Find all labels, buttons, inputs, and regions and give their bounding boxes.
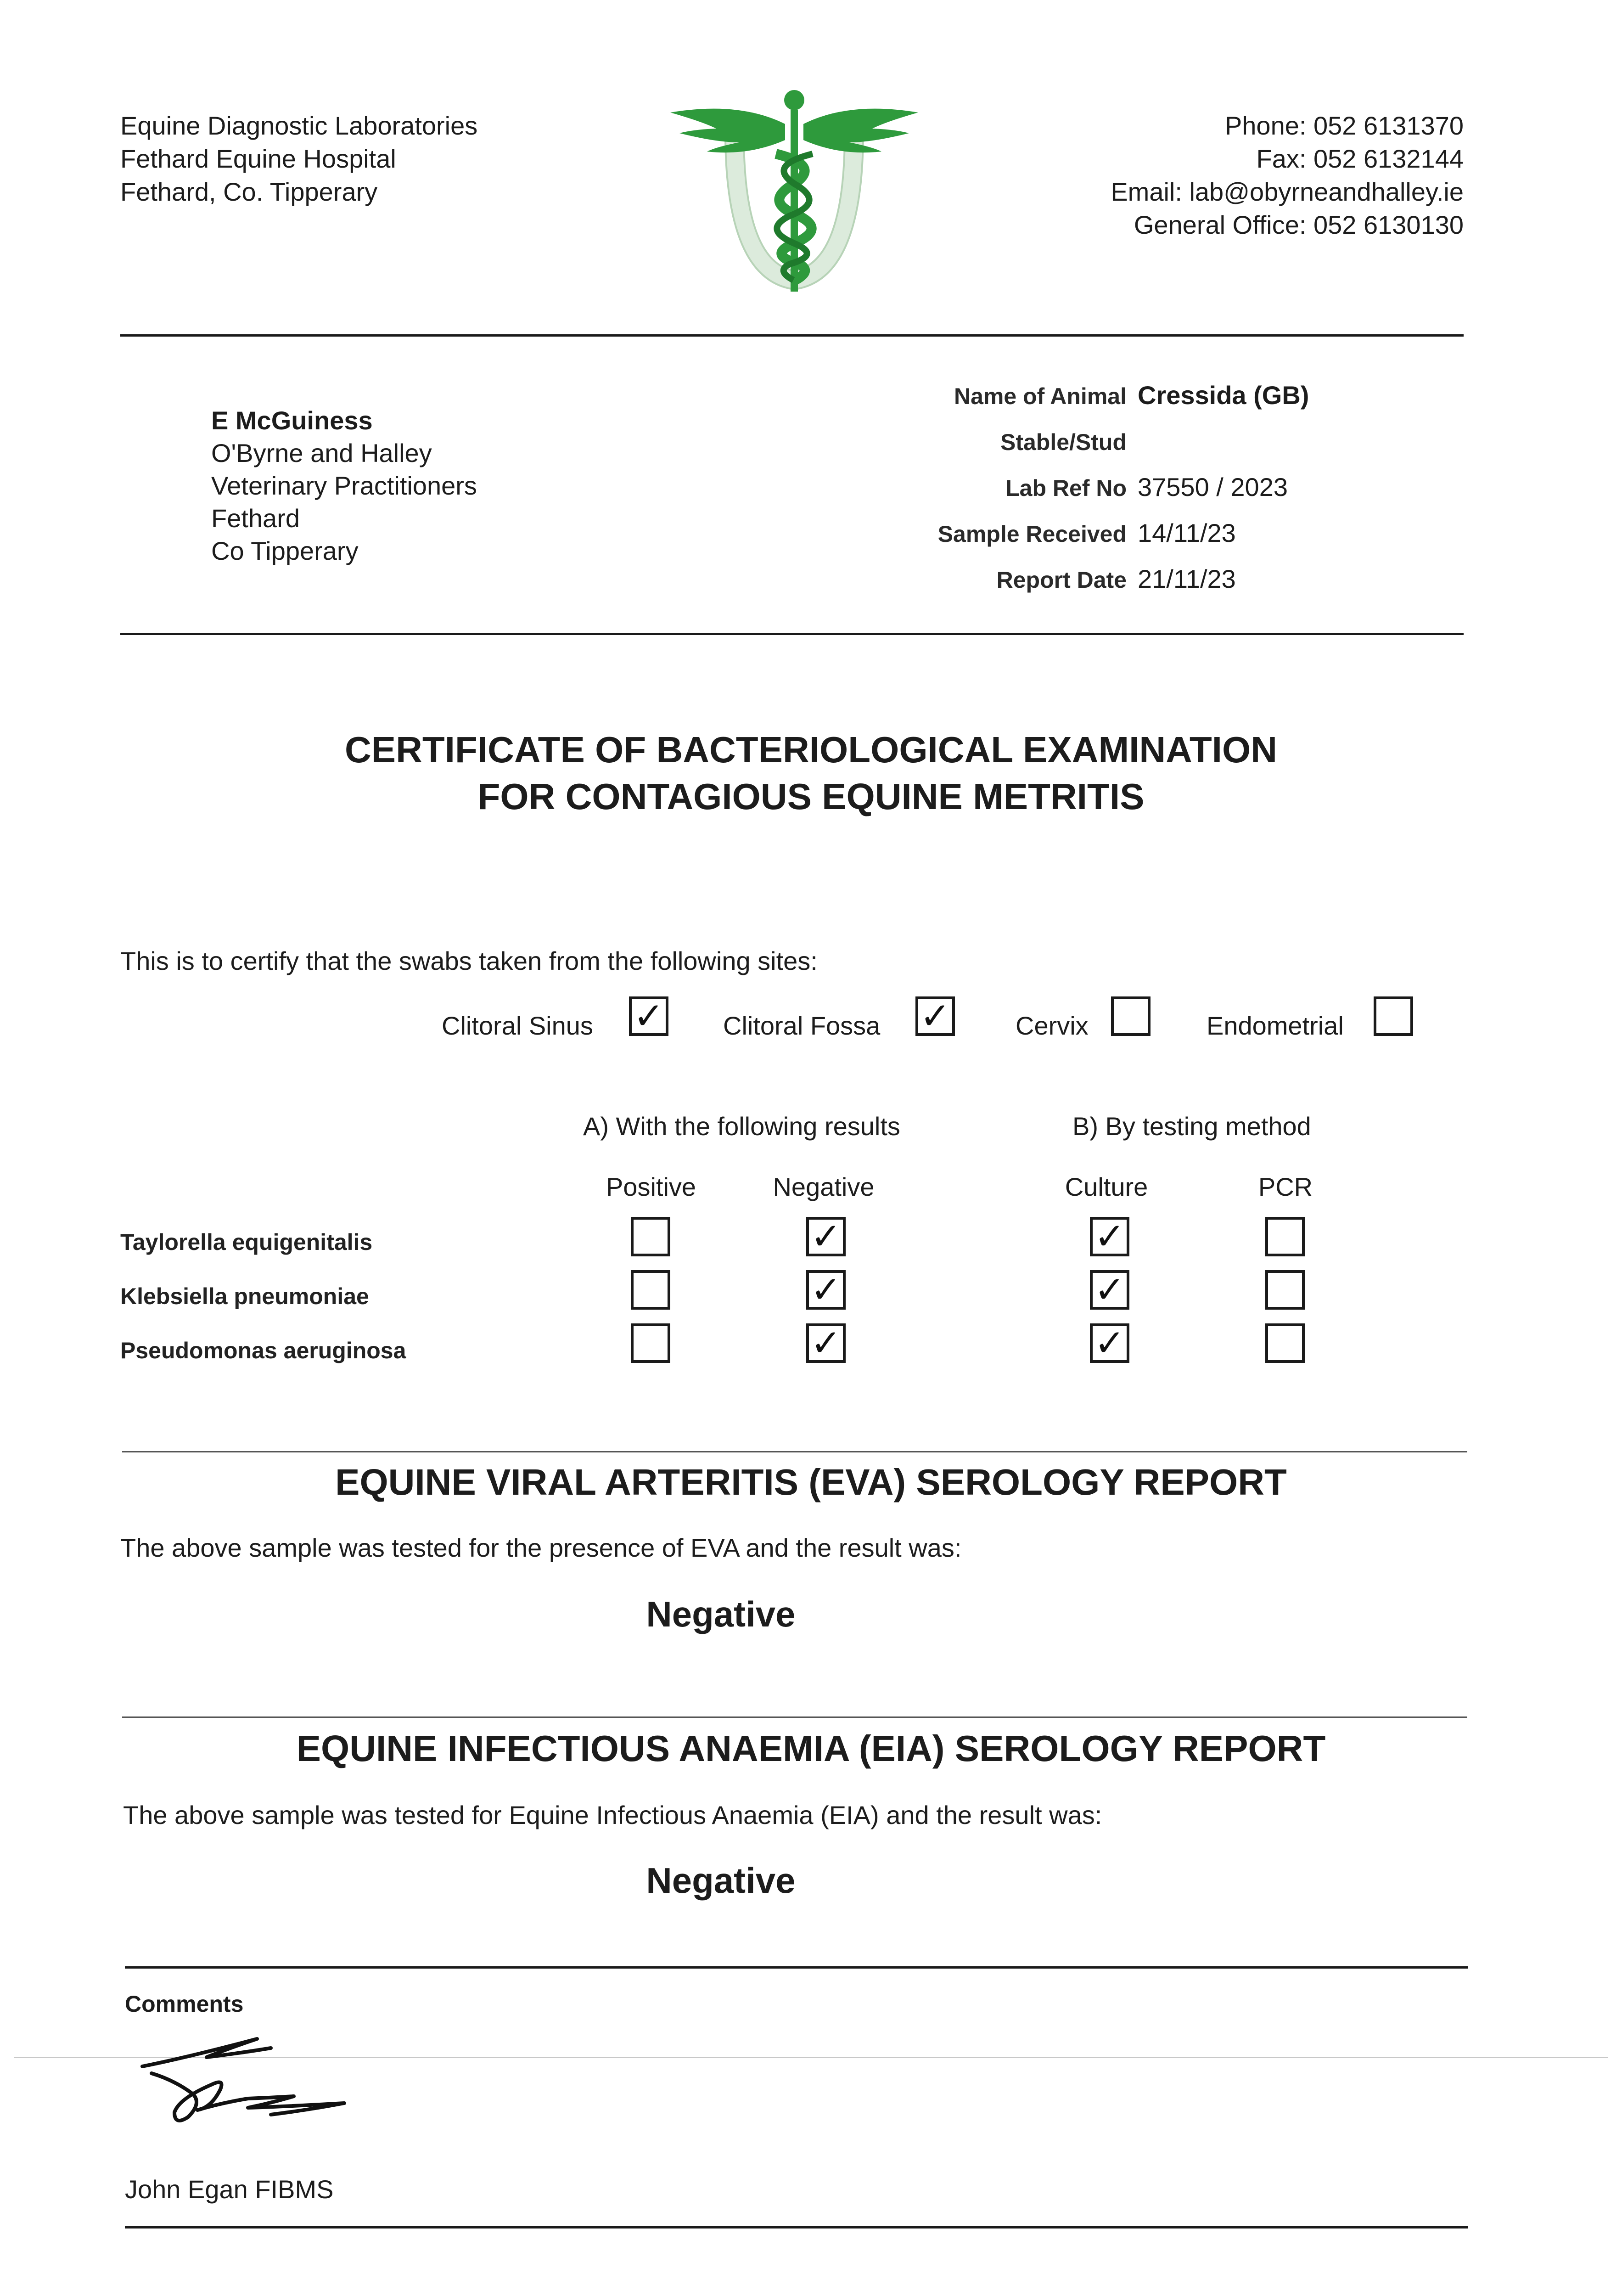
addressee-line: Fethard: [211, 504, 300, 533]
positive-checkbox[interactable]: [631, 1217, 670, 1256]
eva-title: EQUINE VIRAL ARTERITIS (EVA) SEROLOGY REPORT: [335, 1462, 1287, 1503]
site-checkbox-endometrial[interactable]: [1374, 996, 1413, 1036]
certify-intro: This is to certify that the swabs taken from the following sites:: [120, 946, 818, 975]
positive-checkbox[interactable]: [631, 1323, 670, 1363]
certificate-title-line: CERTIFICATE OF BACTERIOLOGICAL EXAMINATION: [344, 729, 1278, 770]
negative-checkbox[interactable]: ✓: [806, 1270, 846, 1310]
addressee-block: [211, 404, 477, 567]
divider: [125, 2226, 1468, 2228]
site-checkbox-clitoral-sinus[interactable]: ✓: [629, 996, 668, 1036]
culture-checkbox[interactable]: ✓: [1090, 1217, 1129, 1256]
divider: [122, 1716, 1467, 1718]
divider: [125, 1966, 1468, 1969]
site-label: Clitoral Fossa: [723, 1011, 881, 1040]
signature: [133, 2030, 354, 2140]
pcr-checkbox[interactable]: [1265, 1323, 1305, 1363]
office-number: General Office: 052 6130130: [1134, 210, 1464, 239]
organism-name: Taylorella equigenitalis: [120, 1229, 373, 1255]
col-positive: Positive: [606, 1172, 696, 1201]
lab-location: Fethard, Co. Tipperary: [120, 177, 378, 206]
culture-checkbox[interactable]: ✓: [1090, 1323, 1129, 1363]
lab-hospital: Fethard Equine Hospital: [120, 144, 396, 173]
phone-number: Phone: 052 6131370: [1224, 111, 1464, 140]
organism-name: Klebsiella pneumoniae: [120, 1283, 369, 1309]
caduceus-logo-icon: [661, 78, 927, 308]
divider: [120, 633, 1464, 635]
report-date: 21/11/23: [1138, 564, 1236, 593]
lab-ref-number: 37550 / 2023: [1138, 473, 1288, 501]
fax-number: Fax: 052 6132144: [1256, 144, 1464, 173]
certificate-title: [0, 726, 1622, 820]
eia-text: The above sample was tested for Equine Infectious Anaemia (EIA) and the result was:: [123, 1801, 1102, 1829]
lab-address: [120, 109, 477, 208]
site-checkbox-clitoral-fossa[interactable]: ✓: [915, 996, 955, 1036]
eia-result: Negative: [646, 1860, 796, 1901]
pcr-checkbox[interactable]: [1265, 1217, 1305, 1256]
meta-label-labref: Lab Ref No: [1005, 475, 1127, 501]
meta-label-stable: Stable/Stud: [1000, 429, 1127, 455]
col-culture: Culture: [1065, 1172, 1148, 1201]
meta-label-report: Report Date: [996, 567, 1127, 593]
culture-checkbox[interactable]: ✓: [1090, 1270, 1129, 1310]
site-label: Clitoral Sinus: [442, 1011, 593, 1040]
comments-label: Comments: [125, 1991, 244, 2017]
negative-checkbox[interactable]: ✓: [806, 1217, 846, 1256]
meta-label-animal: Name of Animal: [954, 383, 1127, 409]
addressee-line: O'Byrne and Halley: [211, 439, 432, 467]
pcr-checkbox[interactable]: [1265, 1270, 1305, 1310]
divider: [120, 334, 1464, 337]
signer-name: John Egan FIBMS: [125, 2175, 334, 2204]
eva-result: Negative: [646, 1594, 796, 1634]
animal-name: Cressida (GB): [1138, 381, 1309, 410]
site-checkbox-cervix[interactable]: [1111, 996, 1151, 1036]
addressee-line: Co Tipperary: [211, 536, 359, 565]
col-pcr: PCR: [1258, 1172, 1313, 1201]
site-label: Cervix: [1016, 1011, 1089, 1040]
lab-name: Equine Diagnostic Laboratories: [120, 111, 478, 140]
site-label: Endometrial: [1207, 1011, 1344, 1040]
addressee-name: E McGuiness: [211, 406, 373, 435]
col-negative: Negative: [773, 1172, 875, 1201]
email-address: Email: lab@obyrneandhalley.ie: [1111, 177, 1464, 206]
method-heading: B) By testing method: [1072, 1112, 1311, 1141]
results-heading: A) With the following results: [583, 1112, 900, 1141]
certificate-title-line: FOR CONTAGIOUS EQUINE METRITIS: [477, 776, 1145, 817]
addressee-line: Veterinary Practitioners: [211, 471, 477, 500]
staff-shape: [776, 90, 813, 292]
positive-checkbox[interactable]: [631, 1270, 670, 1310]
sample-received-date: 14/11/23: [1138, 518, 1236, 547]
divider: [122, 1451, 1467, 1452]
meta-label-received: Sample Received: [937, 521, 1127, 547]
negative-checkbox[interactable]: ✓: [806, 1323, 846, 1363]
organism-name: Pseudomonas aeruginosa: [120, 1338, 406, 1363]
lab-contact: [1111, 109, 1464, 242]
eva-text: The above sample was tested for the presence of EVA and the result was:: [120, 1533, 962, 1562]
eia-title: EQUINE INFECTIOUS ANAEMIA (EIA) SEROLOGY REPORT: [296, 1728, 1326, 1769]
